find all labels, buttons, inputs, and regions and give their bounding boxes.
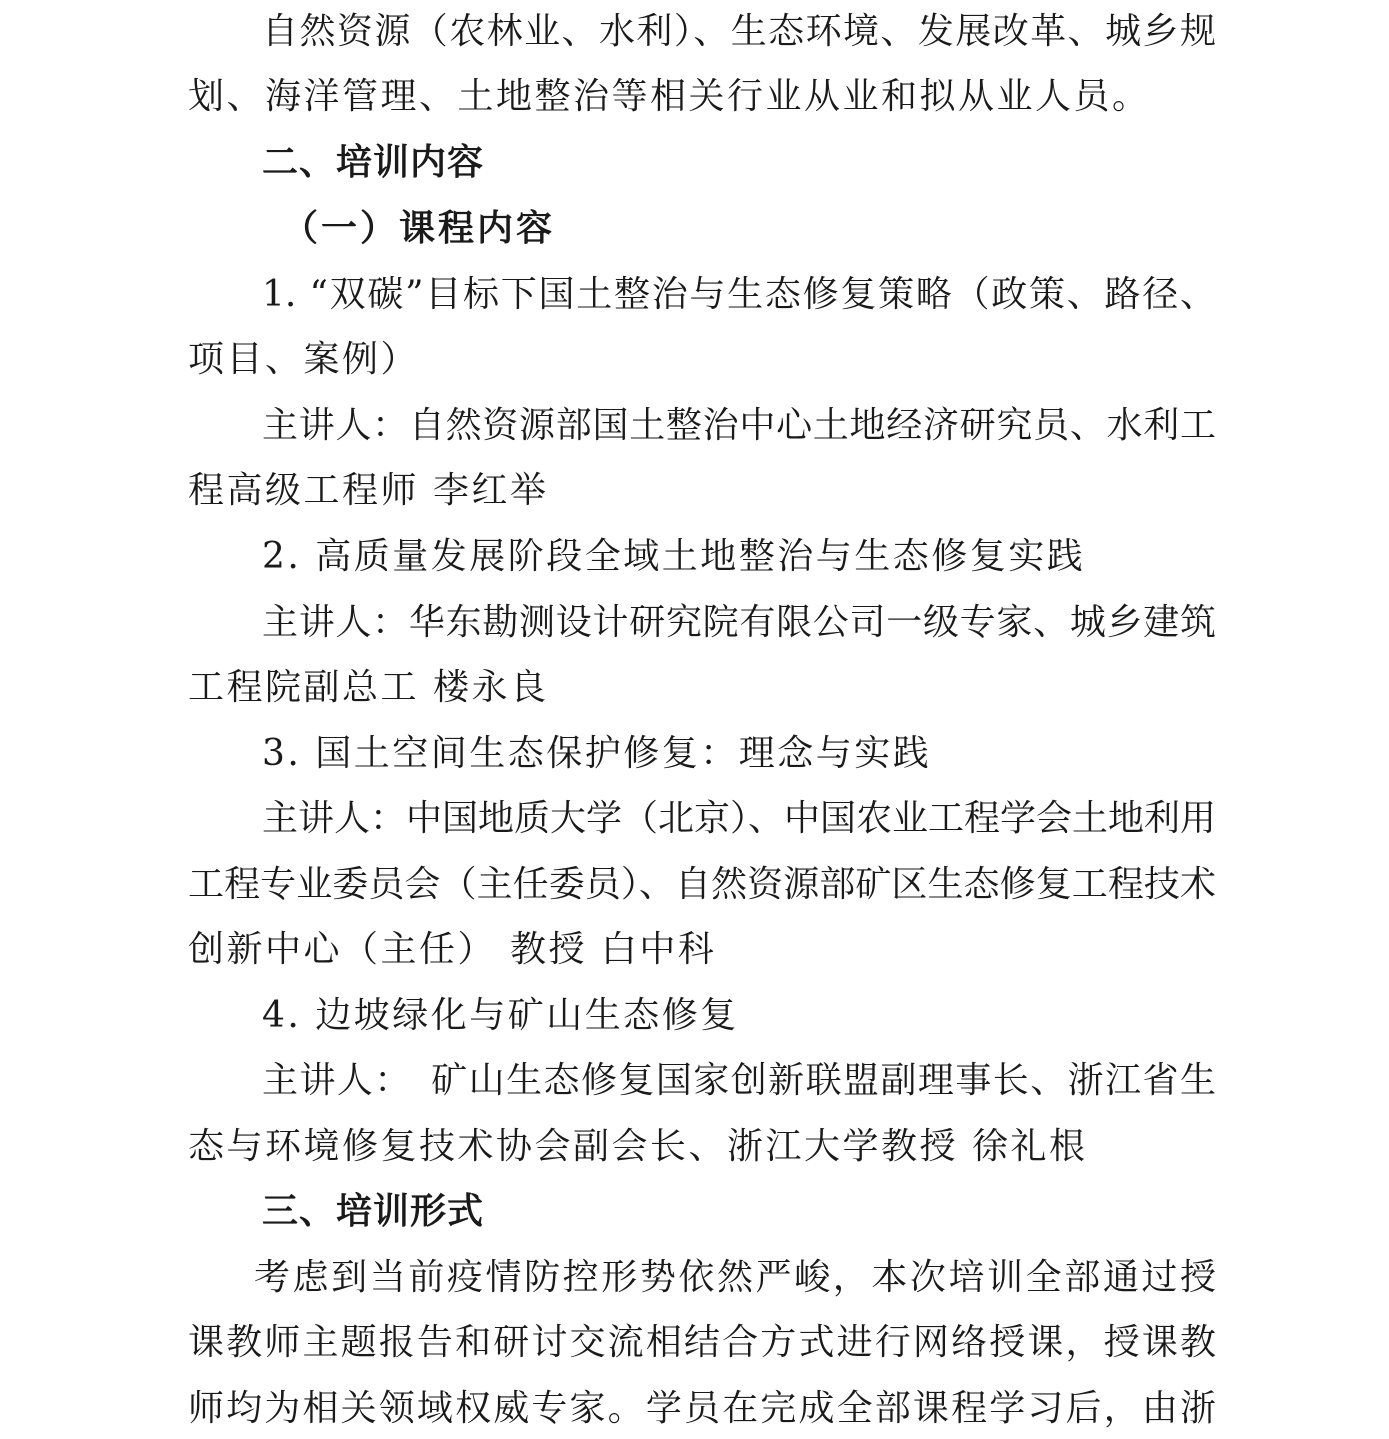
- lecturer-line: 程高级工程师 李红举: [188, 470, 549, 511]
- course-item-title: 3. 国土空间生态保护修复：理念与实践: [262, 733, 932, 774]
- paragraph-line: 自然资源（农林业、水利）、生态环境、发展改革、城乡规: [262, 11, 1216, 52]
- course-item-title: 项目、案例）: [188, 339, 420, 380]
- lecturer-line: 工程专业委员会（主任委员）、自然资源部矿区生态修复工程技术: [188, 864, 1216, 905]
- lecturer-line: 工程院副总工 楼永良: [188, 667, 549, 708]
- course-item-title: 1. “双碳”目标下国土整治与生态修复策略（政策、路径、: [262, 274, 1216, 315]
- lecturer-line: 主讲人：华东勘测设计研究院有限公司一级专家、城乡建筑: [262, 602, 1216, 643]
- lecturer-line: 创新中心（主任） 教授 白中科: [188, 929, 717, 970]
- lecturer-line: 主讲人： 矿山生态修复国家创新联盟副理事长、浙江省生: [262, 1060, 1216, 1101]
- lecturer-line: 主讲人：中国地质大学（北京）、中国农业工程学会土地利用: [262, 798, 1217, 839]
- section-heading: 二、培训内容: [262, 142, 485, 183]
- subsection-heading: （一）课程内容: [282, 208, 556, 249]
- lecturer-line: 态与环境修复技术协会副会长、浙江大学教授 徐礼根: [188, 1126, 1088, 1167]
- paragraph-line: 划、海洋管理、土地整治等相关行业从业和拟从业人员。: [188, 76, 1151, 117]
- lecturer-line: 主讲人：自然资源部国土整治中心土地经济研究员、水利工: [262, 405, 1216, 446]
- paragraph-line: 课教师主题报告和研讨交流相结合方式进行网络授课，授课教: [188, 1322, 1216, 1363]
- paragraph-line: 考虑到当前疫情防控形势依然严峻，本次培训全部通过授: [254, 1257, 1216, 1298]
- paragraph-line: 师均为相关领域权威专家。学员在完成全部课程学习后，由浙: [188, 1388, 1216, 1429]
- course-item-title: 4. 边坡绿化与矿山生态修复: [262, 995, 739, 1036]
- course-item-title: 2. 高质量发展阶段全域土地整治与生态修复实践: [262, 536, 1086, 577]
- section-heading: 三、培训形式: [262, 1191, 485, 1232]
